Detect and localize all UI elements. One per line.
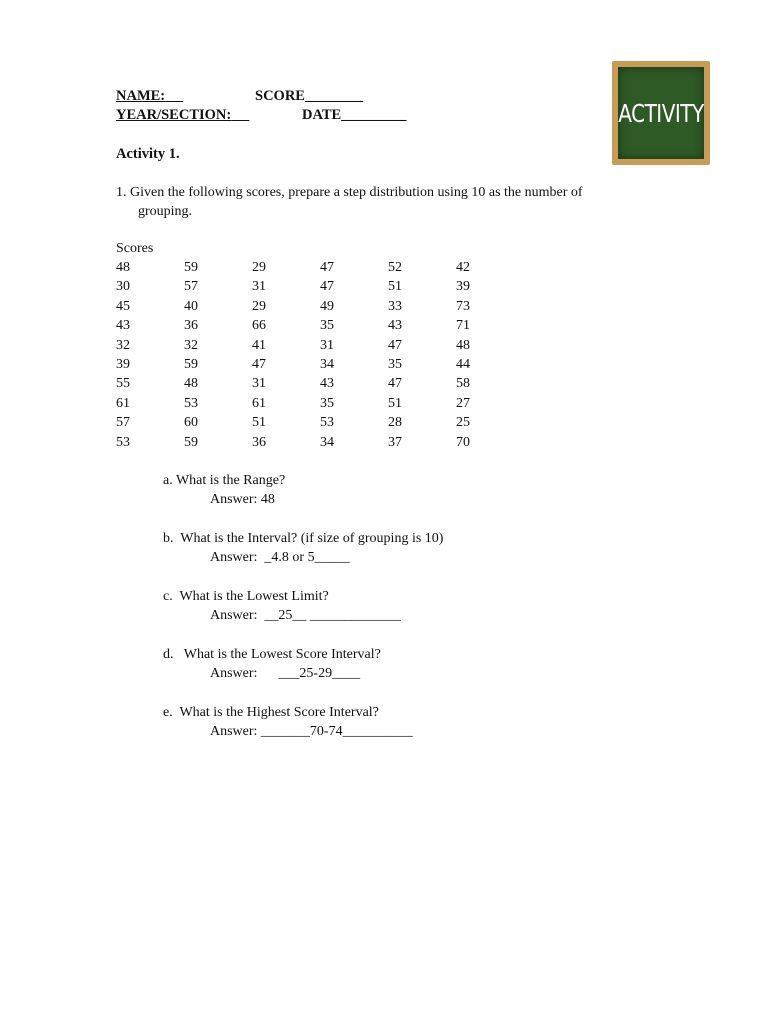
score-cell: 34 xyxy=(320,434,334,450)
score-cell: 71 xyxy=(456,318,470,334)
score-cell: 35 xyxy=(388,356,402,372)
score-cell: 48 xyxy=(116,260,130,275)
score-cell: 73 xyxy=(456,298,470,314)
score-cell: 53 xyxy=(184,395,198,411)
scores-row xyxy=(116,435,524,454)
score-field: SCORE________ xyxy=(255,88,363,104)
score-cell: 33 xyxy=(388,298,402,314)
activity-title: Activity 1. xyxy=(116,146,180,162)
score-cell: 47 xyxy=(388,376,402,392)
score-cell: 45 xyxy=(116,298,130,314)
score-cell: 59 xyxy=(184,356,198,372)
score-cell: 53 xyxy=(116,434,130,450)
score-cell: 48 xyxy=(456,337,470,353)
score-cell: 35 xyxy=(320,318,334,334)
score-cell: 55 xyxy=(116,376,130,392)
score-cell: 40 xyxy=(184,298,198,314)
score-cell: 32 xyxy=(184,337,198,353)
score-cell: 44 xyxy=(456,356,470,372)
name-label: NAME: xyxy=(116,88,166,104)
score-cell: 58 xyxy=(456,376,470,392)
score-cell: 29 xyxy=(252,260,266,275)
score-cell: 61 xyxy=(116,395,130,411)
question-d: d. What is the Lowest Score Interval? xyxy=(163,647,381,662)
score-cell: 47 xyxy=(388,337,402,353)
scores-label: Scores xyxy=(116,241,154,256)
score-cell: 31 xyxy=(252,376,266,392)
score-cell: 53 xyxy=(320,415,334,431)
score-cell: 27 xyxy=(456,395,470,411)
score-cell: 51 xyxy=(388,395,402,411)
score-cell: 49 xyxy=(320,298,334,314)
score-cell: 66 xyxy=(252,318,266,334)
scores-row xyxy=(116,318,524,337)
scores-row xyxy=(116,279,524,298)
score-cell: 31 xyxy=(320,337,334,353)
question-b: b. What is the Interval? (if size of grouping is 10) xyxy=(163,531,444,546)
scores-row xyxy=(116,338,524,357)
answer-a: Answer: 48 xyxy=(210,492,275,507)
name-field xyxy=(116,88,183,105)
score-cell: 35 xyxy=(320,395,334,411)
score-cell: 36 xyxy=(252,434,266,450)
score-cell: 43 xyxy=(320,376,334,392)
question-1-line-1: 1. Given the following scores, prepare a step distribution using 10 as the number of xyxy=(116,185,583,200)
score-cell: 48 xyxy=(184,376,198,392)
score-cell: 29 xyxy=(252,298,266,314)
score-cell: 51 xyxy=(388,279,402,295)
question-c: c. What is the Lowest Limit? xyxy=(163,589,329,604)
score-cell: 47 xyxy=(320,260,334,275)
score-cell: 39 xyxy=(456,279,470,295)
answer-d: Answer: ___25-29____ xyxy=(210,666,361,681)
score-cell: 28 xyxy=(388,415,402,431)
question-e: e. What is the Highest Score Interval? xyxy=(163,705,379,720)
score-cell: 43 xyxy=(388,318,402,334)
activity-chalkboard-badge xyxy=(612,61,710,165)
answer-e: Answer: _______70-74__________ xyxy=(210,724,413,739)
score-cell: 34 xyxy=(320,356,334,372)
question-1 xyxy=(116,183,653,221)
score-cell: 32 xyxy=(116,337,130,353)
score-cell: 47 xyxy=(320,279,334,295)
score-cell: 43 xyxy=(116,318,130,334)
score-cell: 61 xyxy=(252,395,266,411)
answer-b: Answer: _4.8 or 5_____ xyxy=(210,550,350,565)
score-cell: 57 xyxy=(116,415,130,431)
score-cell: 47 xyxy=(252,356,266,372)
score-cell: 59 xyxy=(184,260,198,275)
activity-badge-text: ACTIVITY xyxy=(618,98,704,128)
score-cell: 25 xyxy=(456,415,470,431)
date-field: DATE_________ xyxy=(302,107,407,123)
score-cell: 37 xyxy=(388,434,402,450)
question-a: a. What is the Range? xyxy=(163,473,286,488)
score-cell: 51 xyxy=(252,415,266,431)
scores-row xyxy=(116,415,524,434)
score-cell: 36 xyxy=(184,318,198,334)
score-cell: 57 xyxy=(184,279,198,295)
score-cell: 59 xyxy=(184,434,198,450)
name-blank xyxy=(165,88,183,104)
answer-c: Answer: __25__ _____________ xyxy=(210,608,401,623)
scores-row xyxy=(116,376,524,395)
score-cell: 30 xyxy=(116,279,130,295)
score-cell: 52 xyxy=(388,260,402,275)
score-cell: 42 xyxy=(456,260,470,275)
scores-table xyxy=(116,260,524,454)
score-cell: 31 xyxy=(252,279,266,295)
question-1-line-2: grouping. xyxy=(138,204,193,219)
scores-row xyxy=(116,396,524,415)
scores-row xyxy=(116,357,524,376)
year-section-label: YEAR/SECTION: xyxy=(116,107,232,123)
score-cell: 60 xyxy=(184,415,198,431)
score-cell: 41 xyxy=(252,337,266,353)
score-cell: 39 xyxy=(116,356,130,372)
scores-row xyxy=(116,299,524,318)
year-section-field xyxy=(116,107,249,124)
year-section-blank xyxy=(231,107,249,123)
score-cell: 70 xyxy=(456,434,470,450)
scores-row xyxy=(116,260,524,279)
